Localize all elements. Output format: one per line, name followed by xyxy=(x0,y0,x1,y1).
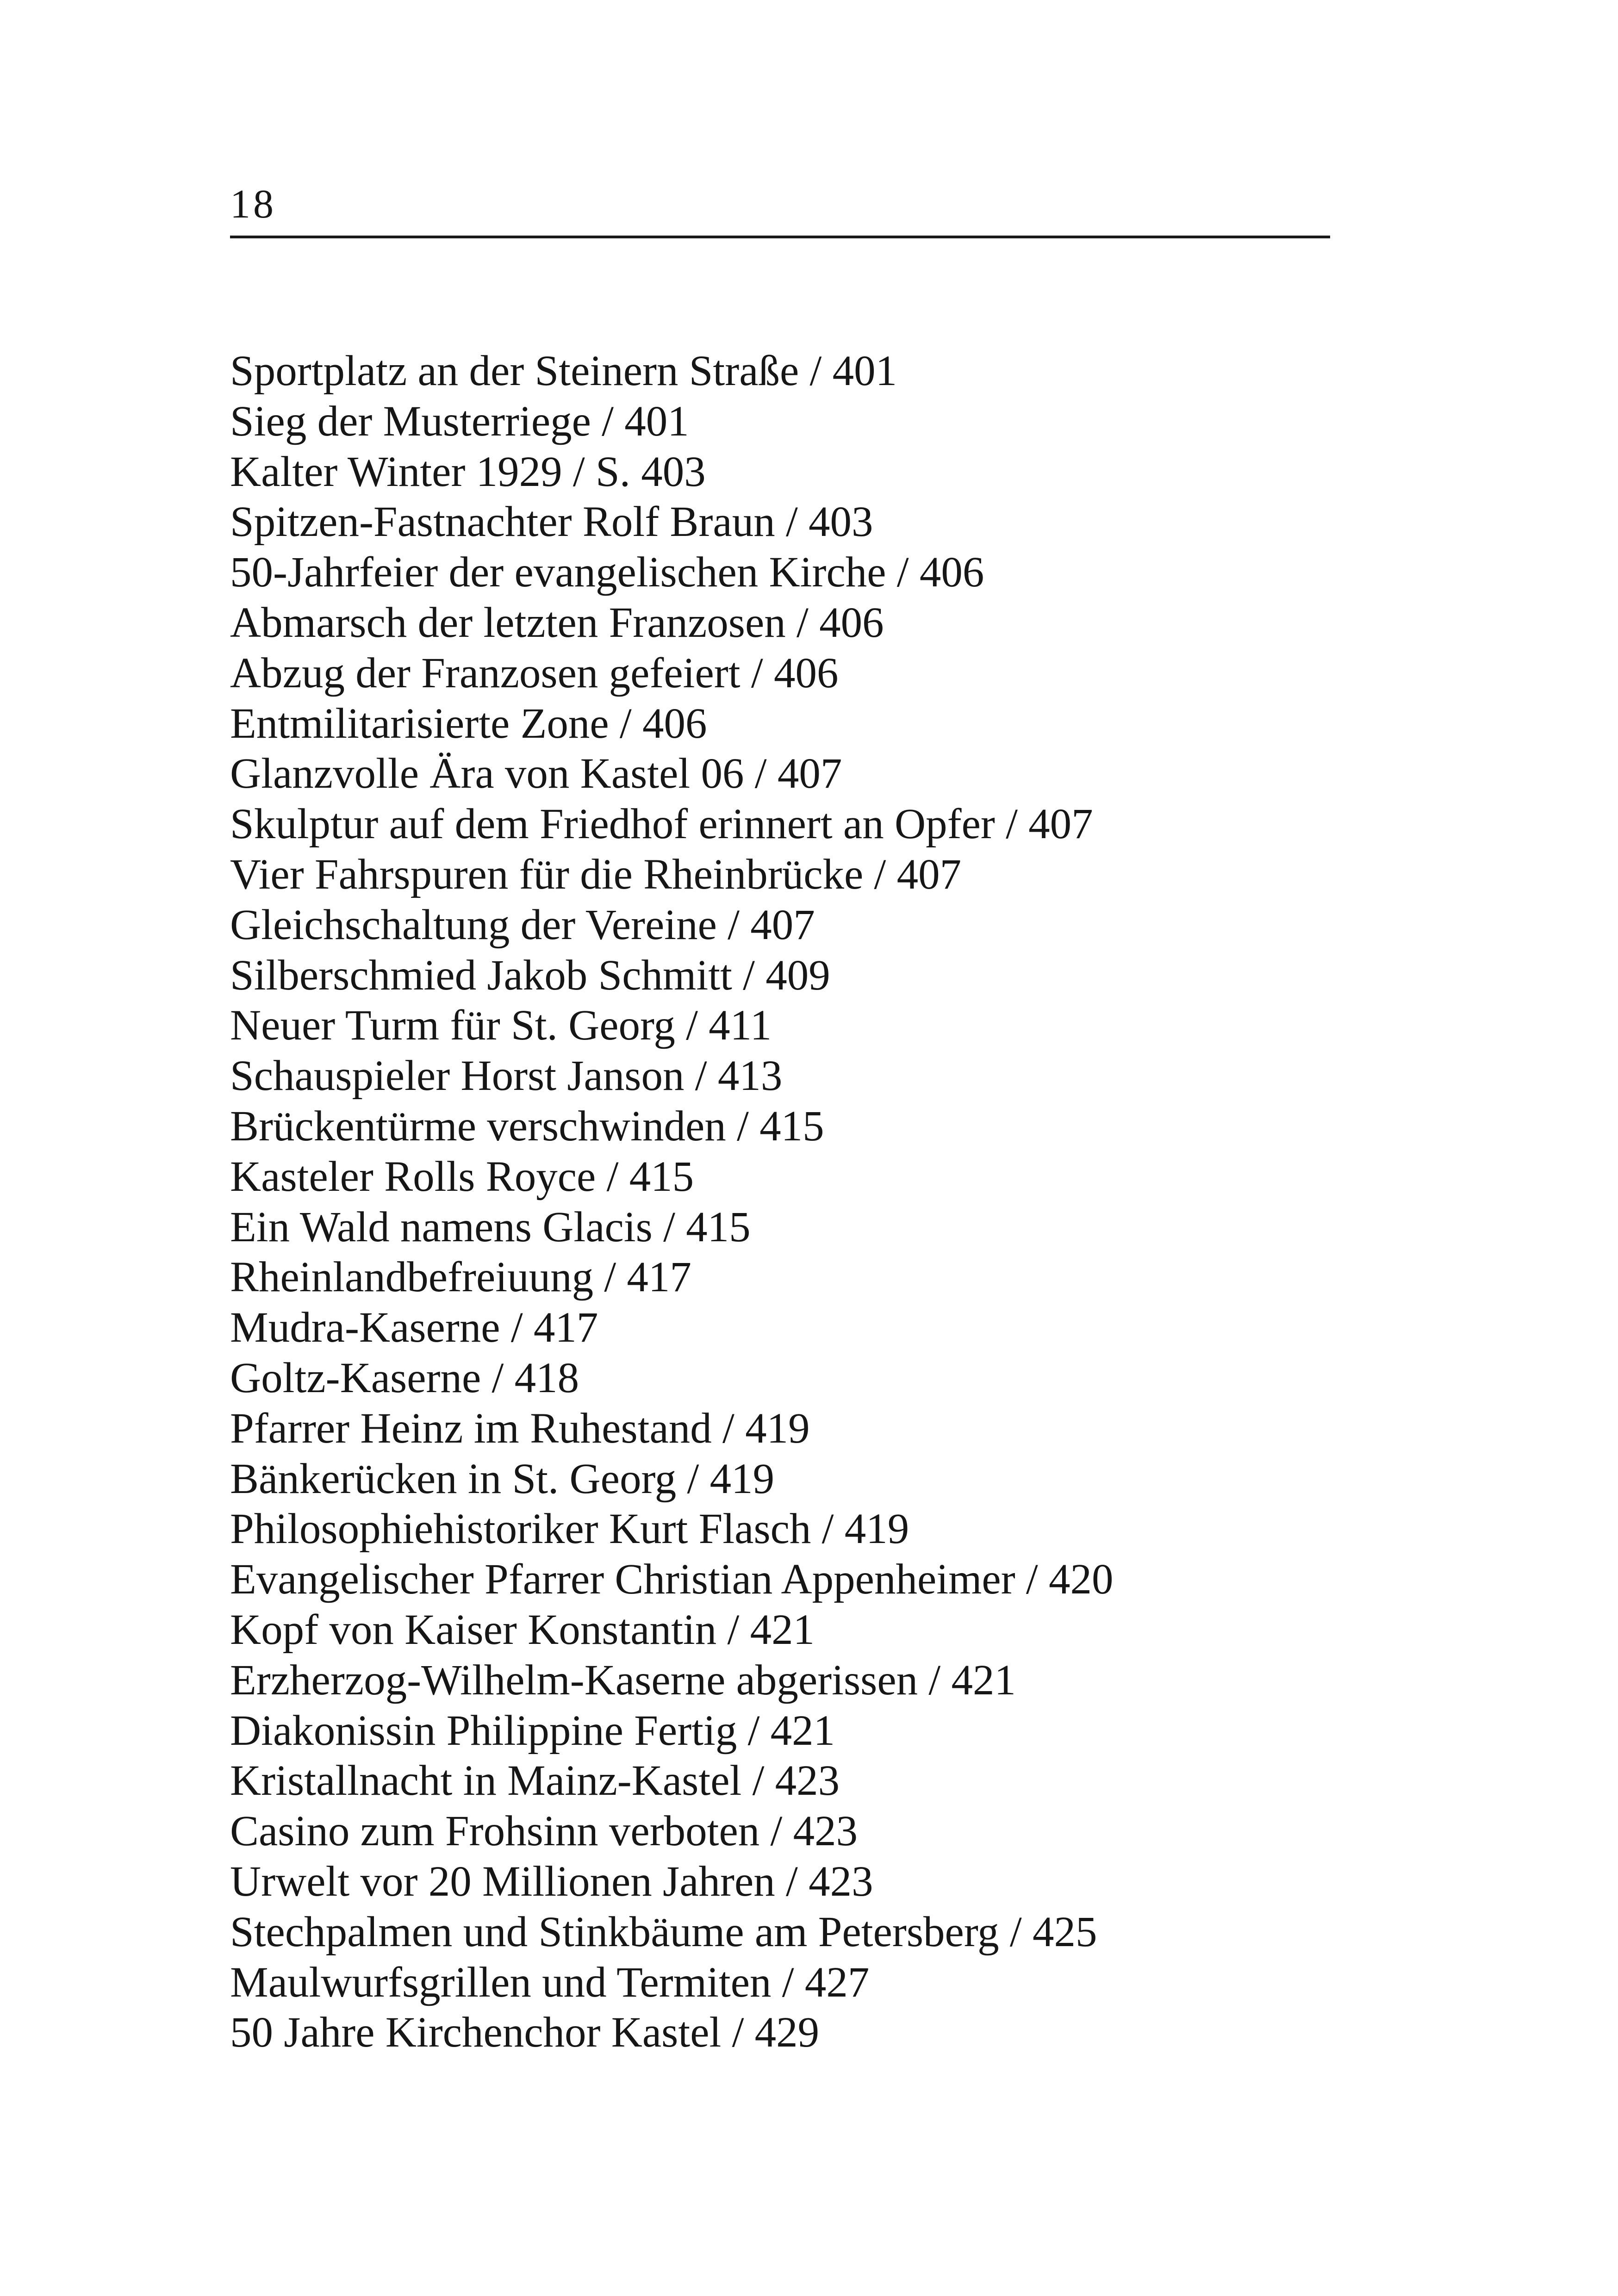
contents-entry: Kristallnacht in Mainz-Kastel / 423 xyxy=(230,1757,840,1805)
contents-entry: Pfarrer Heinz im Ruhestand / 419 xyxy=(230,1404,810,1452)
contents-list xyxy=(230,346,1572,2058)
contents-entry: Sieg der Musterriege / 401 xyxy=(230,397,689,445)
contents-entry: Brückentürme verschwinden / 415 xyxy=(230,1102,824,1150)
contents-entry: Abmarsch der letzten Franzosen / 406 xyxy=(230,598,884,647)
contents-entry: Urwelt vor 20 Millionen Jahren / 423 xyxy=(230,1857,873,1905)
contents-entry: Vier Fahrspuren für die Rheinbrücke / 407 xyxy=(230,850,962,898)
contents-entry: Goltz-Kaserne / 418 xyxy=(230,1354,579,1402)
contents-entry: Diakonissin Philippine Fertig / 421 xyxy=(230,1706,835,1755)
contents-entry: Rheinlandbefreiuung / 417 xyxy=(230,1253,691,1301)
contents-entry: Kalter Winter 1929 / S. 403 xyxy=(230,448,706,496)
contents-entry: Mudra-Kaserne / 417 xyxy=(230,1304,598,1352)
contents-entry: Entmilitarisierte Zone / 406 xyxy=(230,699,707,747)
contents-entry: Maulwurfsgrillen und Termiten / 427 xyxy=(230,1958,870,2006)
contents-entry: Kopf von Kaiser Konstantin / 421 xyxy=(230,1605,815,1654)
contents-entry: Sportplatz an der Steinern Straße / 401 xyxy=(230,347,897,395)
contents-entry: Abzug der Franzosen gefeiert / 406 xyxy=(230,649,839,697)
contents-entry: Stechpalmen und Stinkbäume am Petersberg / 425 xyxy=(230,1908,1097,1956)
contents-entry: Ein Wald namens Glacis / 415 xyxy=(230,1203,751,1251)
contents-entry: Gleichschaltung der Vereine / 407 xyxy=(230,901,815,949)
contents-entry: 50-Jahrfeier der evangelischen Kirche / 406 xyxy=(230,548,984,597)
contents-entry: Philosophiehistoriker Kurt Flasch / 419 xyxy=(230,1505,909,1553)
contents-entry: Glanzvolle Ära von Kastel 06 / 407 xyxy=(230,750,842,798)
contents-entry: 50 Jahre Kirchenchor Kastel / 429 xyxy=(230,2009,820,2057)
contents-entry: Spitzen-Fastnachter Rolf Braun / 403 xyxy=(230,498,873,546)
contents-entry: Silberschmied Jakob Schmitt / 409 xyxy=(230,951,830,999)
contents-entry: Skulptur auf dem Friedhof erinnert an Opfer / 407 xyxy=(230,800,1093,848)
contents-entry: Evangelischer Pfarrer Christian Appenheimer / 420 xyxy=(230,1556,1114,1604)
contents-entry: Bänkerücken in St. Georg / 419 xyxy=(230,1455,775,1503)
page-number: 18 xyxy=(230,182,276,227)
contents-entry: Kasteler Rolls Royce / 415 xyxy=(230,1152,694,1201)
contents-entry: Erzherzog-Wilhelm-Kaserne abgerissen / 421 xyxy=(230,1656,1016,1704)
contents-entry: Casino zum Frohsinn verboten / 423 xyxy=(230,1807,858,1855)
contents-entry: Neuer Turm für St. Georg / 411 xyxy=(230,1002,772,1050)
header-rule xyxy=(230,236,1330,238)
contents-entry: Schauspieler Horst Janson / 413 xyxy=(230,1052,783,1100)
